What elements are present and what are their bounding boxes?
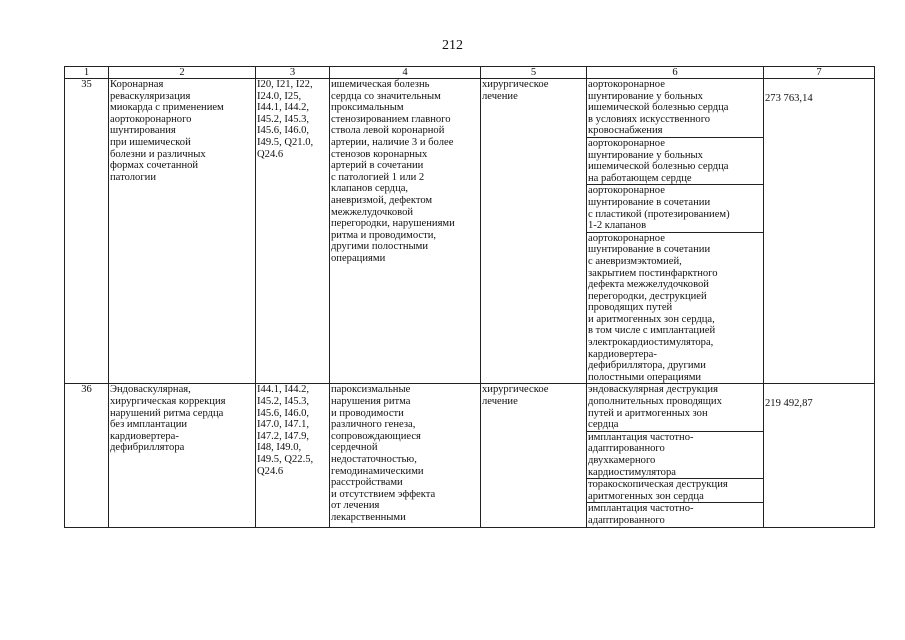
table-row bbox=[65, 384, 875, 527]
treatment-type: хирургическое лечение bbox=[481, 384, 587, 527]
treatment-method: аортокоронарное шунтирование в сочетании с аневризмэктомией, закрытием постинфарктного дефекта межжелудочковой перегородки, деструкцией проводящих путей и аритмогенных зон сердца, в том числе с имплантацией электрокардиостимулятора, кардиовертера- дефибриллятора, другими полостными операциями bbox=[588, 232, 718, 383]
treatment-method: торакоскопическая деструкция аритмогенных зон сердца bbox=[587, 479, 763, 503]
page-number: 212 bbox=[442, 38, 463, 53]
column-header: 6 bbox=[587, 67, 764, 79]
treatment-method: имплантация частотно- адаптированного двухкамерного кардиостимулятора bbox=[587, 432, 763, 479]
treatment-method: эндоваскулярная деструкция дополнительных проводящих путей и аритмогенных зон сердца bbox=[587, 384, 763, 431]
icd-codes: I44.1, I44.2, I45.2, I45.3, I45.6, I46.0, I47.0, I47.1, I47.2, I47.9, I48, I49.0, I49.5, Q22.5, Q24.6 bbox=[256, 384, 330, 527]
icd-codes: I20, I21, I22, I24.0, I25, I44.1, I44.2, I45.2, I45.3, I45.6, I46.0, I49.5, Q21.0, Q24.6 bbox=[256, 79, 330, 384]
column-header: 1 bbox=[65, 67, 109, 79]
cost-value: 219 492,87 bbox=[764, 384, 875, 527]
care-group-name: Коронарная реваскуляризация миокарда с применением аортокоронарного шунтирования при ишемической болезни и различных формах сочетанной патологии bbox=[109, 79, 256, 384]
column-number-row bbox=[65, 67, 875, 79]
treatment-method: аортокоронарное шунтирование у больных ишемической болезнью сердца в условиях искусственного кровоснабжения bbox=[587, 79, 763, 138]
column-header: 7 bbox=[764, 67, 875, 79]
treatment-type: хирургическое лечение bbox=[481, 79, 587, 384]
column-header: 3 bbox=[256, 67, 330, 79]
column-header: 5 bbox=[481, 67, 587, 79]
cost-value: 273 763,14 bbox=[764, 79, 875, 384]
patient-model: ишемическая болезнь сердца со значительным проксимальным стенозированием главного ствола левой коронарной артерии, наличие 3 и более стенозов коронарных артерий в сочетании с патологией 1 или 2 клапанов сердца, аневризмой, дефектом межжелудочковой перегородки, нарушениями ритма и проводимости, другими полостными операциями bbox=[330, 79, 481, 384]
row-number: 36 bbox=[65, 384, 109, 527]
treatment-methods bbox=[587, 79, 764, 384]
treatment-method: аортокоронарное шунтирование в сочетании с пластикой (протезированием) 1-2 клапанов bbox=[587, 185, 763, 232]
column-header: 2 bbox=[109, 67, 256, 79]
patient-model: пароксизмальные нарушения ритма и проводимости различного генеза, сопровождающиеся сердечной недостаточностью, гемодинамическими расстройствами и отсутствием эффекта от лечения лекарственными bbox=[330, 384, 481, 527]
column-header: 4 bbox=[330, 67, 481, 79]
treatment-method: аортокоронарное шунтирование у больных ишемической болезнью сердца на работающем сердце bbox=[587, 138, 763, 185]
care-group-name: Эндоваскулярная, хирургическая коррекция нарушений ритма сердца без имплантации кардиовертера- дефибриллятора bbox=[109, 384, 256, 527]
treatment-method: имплантация частотно- адаптированного bbox=[588, 503, 694, 526]
row-number: 35 bbox=[65, 79, 109, 384]
medical-care-table bbox=[64, 66, 875, 528]
table-row bbox=[65, 79, 875, 384]
treatment-methods bbox=[587, 384, 764, 527]
